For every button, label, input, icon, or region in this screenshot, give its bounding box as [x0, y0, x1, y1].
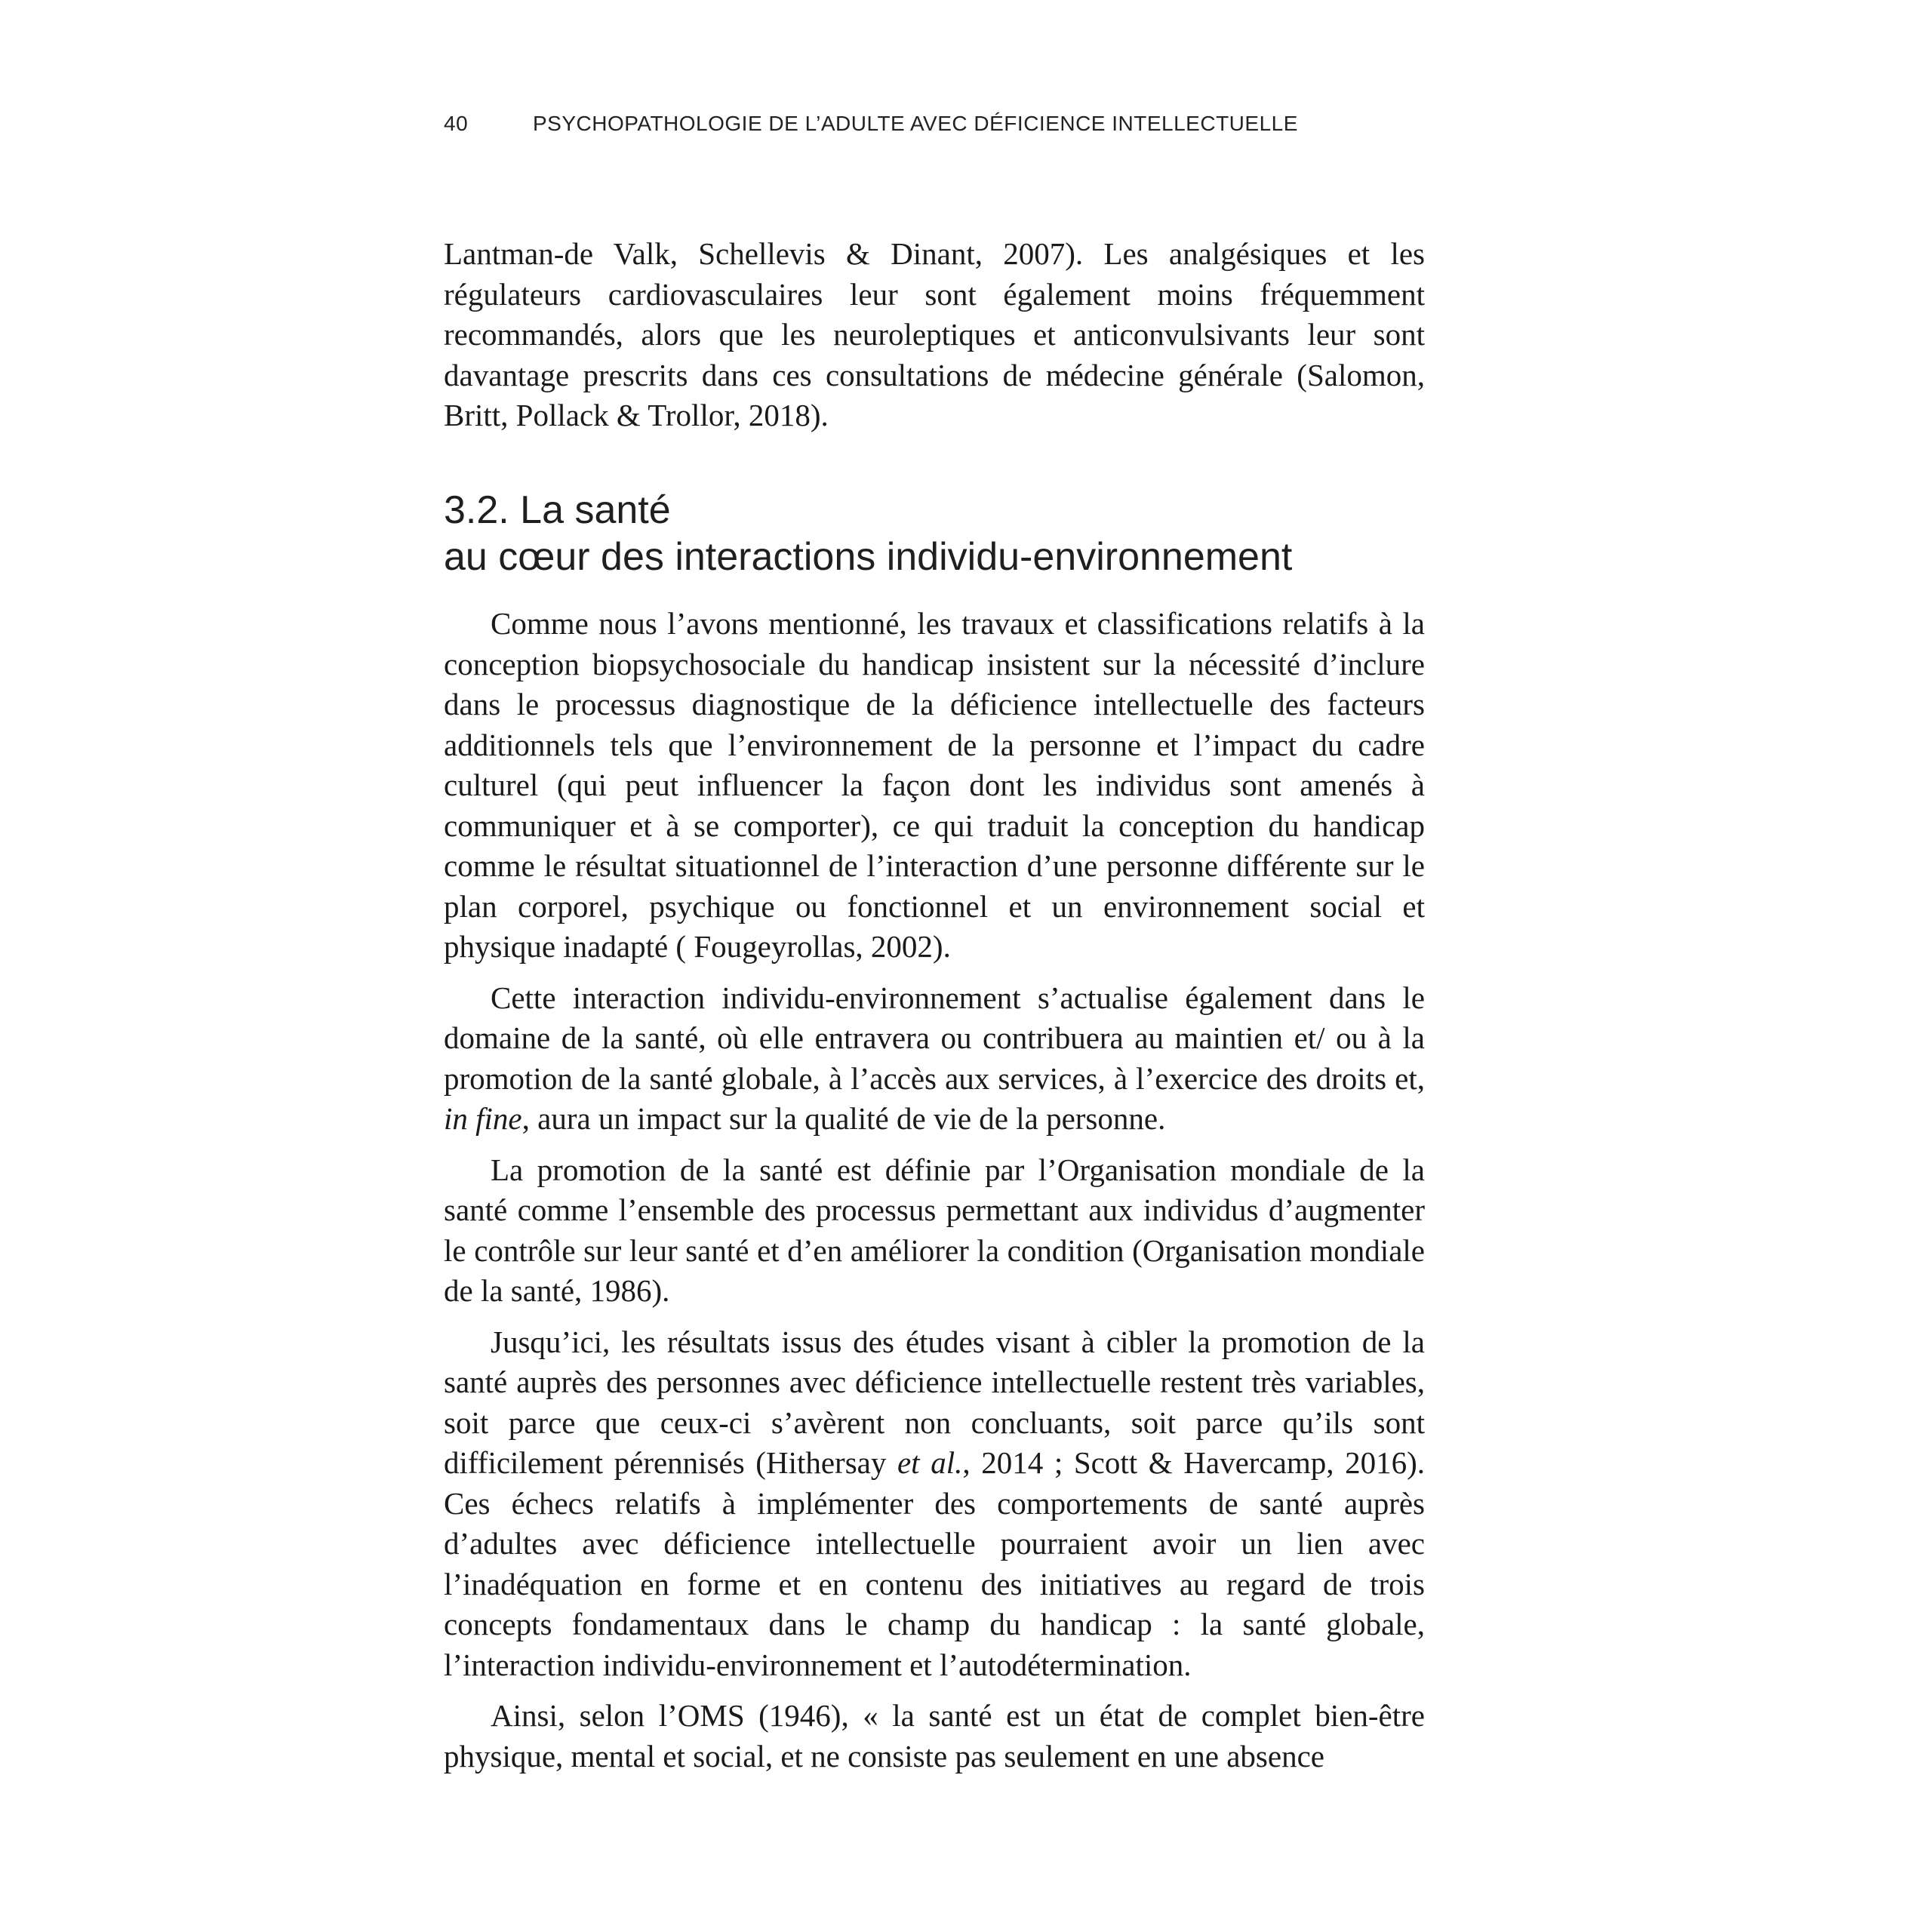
section-heading-line-2: au cœur des interactions individu-environnement	[444, 535, 1293, 579]
body-text-block	[444, 604, 1425, 1787]
paragraph-4	[444, 1322, 1425, 1686]
running-title: PSYCHOPATHOLOGIE DE L’ADULTE AVEC DÉFICIENCE INTELLECTUELLE	[533, 112, 1298, 135]
paragraph-1: Comme nous l’avons mentionné, les travaux et classifications relatifs à la conception biopsychosociale du handicap insistent sur la nécessité d’inclure dans le processus diagnostique de la déficience intellectuelle des facteurs additionnels tels que l’environnement de la personne et l’impact du cadre culturel (qui peut influencer la façon dont les individus sont amenés à communiquer et à se comporter), ce qui traduit la conception du handicap comme le résultat situationnel de l’interaction d’une personne différente sur le plan corporel, psychique ou fonctionnel et un environnement social et physique inadapté ( Fougeyrollas, 2002).	[444, 606, 1425, 964]
paragraph-4-italic: et al.	[897, 1445, 963, 1480]
section-heading	[444, 487, 1425, 580]
section-heading-line-1: 3.2. La santé	[444, 488, 671, 532]
paragraph-3: La promotion de la santé est définie par l’Organisation mondiale de la santé comme l’ensemble des processus permettant aux individus d’augmenter le contrôle sur leur santé et d’en améliorer la condition (Organisation mondiale de la santé, 1986).	[444, 1152, 1425, 1308]
intro-paragraph: Lantman-de Valk, Schellevis & Dinant, 2007). Les analgésiques et les régulateurs cardiovasculaires leur sont également moins fréquemment recommandés, alors que les neuroleptiques et anticonvulsivants leur sont davantage prescrits dans ces consultations de médecine générale (Salomon, Britt, Pollack & Trollor, 2018).	[444, 236, 1425, 432]
intro-text-block	[444, 234, 1425, 447]
paragraph-2-text-a: Cette interaction individu-environnement s’actualise également dans le domaine de la santé, où elle entravera ou contribuera au maintien et/ ou à la promotion de la santé globale, à l’accès aux services, à l’exercice des droits et,	[444, 980, 1425, 1096]
paragraph-2-italic: in fine	[444, 1101, 522, 1136]
paragraph-5: Ainsi, selon l’OMS (1946), « la santé est un état de complet bien-être physique, mental et social, et ne consiste pas seulement en une absence	[444, 1698, 1425, 1774]
running-header	[444, 112, 1425, 136]
paragraph-2-text-b: , aura un impact sur la qualité de vie de la personne.	[521, 1101, 1166, 1136]
paragraph-4-text-a: Jusqu’ici, les résultats issus des études visant à cibler la promotion de la santé auprès des personnes avec déficience intellectuelle restent très variables, soit parce que ceux-ci s’avèrent non concluants, soit parce qu’ils sont difficilement pérennisés (Hithersay	[444, 1324, 1425, 1480]
page-number: 40	[444, 112, 469, 135]
paragraph-2	[444, 978, 1425, 1140]
paragraph-4-text-b: , 2014 ; Scott & Havercamp, 2016). Ces échecs relatifs à implémenter des comportements de santé auprès d’adultes avec déficience intellectuelle pourraient avoir un lien avec l’inadéquation en forme et en contenu des initiatives au regard de trois concepts fondamentaux dans le champ du handicap : la santé globale, l’interaction individu-environnement et l’autodétermination.	[444, 1445, 1425, 1682]
